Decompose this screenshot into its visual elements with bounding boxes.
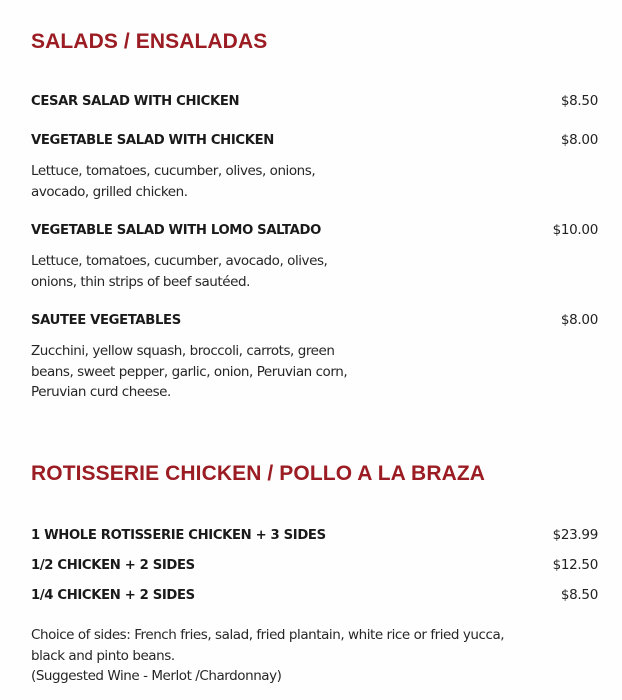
description-line: avocado, grilled chicken. <box>31 183 188 200</box>
wine-suggestion: (Suggested Wine - Merlot /Chardonnay) <box>31 668 282 684</box>
description-line: beans, sweet pepper, garlic, onion, Peruvian corn, <box>31 363 348 380</box>
item-name: VEGETABLE SALAD WITH LOMO SALTADO <box>31 223 321 238</box>
note-line: black and pinto beans. <box>31 647 175 664</box>
item-price: $8.00 <box>560 312 598 328</box>
item-name: CESAR SALAD WITH CHICKEN <box>31 94 240 109</box>
section-title-salads: SALADS / ENSALADAS <box>31 30 268 53</box>
item-price: $8.50 <box>560 93 598 109</box>
menu-item-half-chicken <box>31 559 598 573</box>
item-price: $12.50 <box>552 557 598 573</box>
description-line: onions, thin strips of beef sautéed. <box>31 273 250 290</box>
description-line: Lettuce, tomatoes, cucumber, avocado, olives, <box>31 253 328 269</box>
description-line: Peruvian curd cheese. <box>31 384 171 400</box>
item-description <box>31 341 347 403</box>
description-line: Zucchini, yellow squash, broccoli, carrots, green <box>31 343 335 359</box>
menu-item-quarter-chicken <box>31 589 598 603</box>
item-price: $23.99 <box>552 527 598 543</box>
item-name: VEGETABLE SALAD WITH CHICKEN <box>31 133 274 148</box>
menu-item-vegetable-salad-chicken <box>31 134 598 148</box>
item-price: $8.50 <box>560 587 598 603</box>
menu-item-sautee-vegetables <box>31 314 598 328</box>
section-title-rotisserie-chicken: ROTISSERIE CHICKEN / POLLO A LA BRAZA <box>31 462 486 485</box>
menu-item-cesar-salad <box>31 95 598 109</box>
item-name: 1/2 CHICKEN + 2 SIDES <box>31 558 195 573</box>
item-description <box>31 161 315 202</box>
item-name: 1 WHOLE ROTISSERIE CHICKEN + 3 SIDES <box>31 528 326 543</box>
menu-item-vegetable-salad-lomo <box>31 224 598 238</box>
item-price: $8.00 <box>560 132 598 148</box>
item-description <box>31 251 327 292</box>
description-line: Lettuce, tomatoes, cucumber, olives, onions, <box>31 163 316 179</box>
item-name: 1/4 CHICKEN + 2 SIDES <box>31 588 195 603</box>
note-line: Choice of sides: French fries, salad, fried plantain, white rice or fried yucca, <box>31 627 505 643</box>
menu-item-whole-chicken <box>31 529 598 543</box>
item-name: SAUTEE VEGETABLES <box>31 313 181 328</box>
sides-note <box>31 625 504 687</box>
item-price: $10.00 <box>552 222 598 238</box>
